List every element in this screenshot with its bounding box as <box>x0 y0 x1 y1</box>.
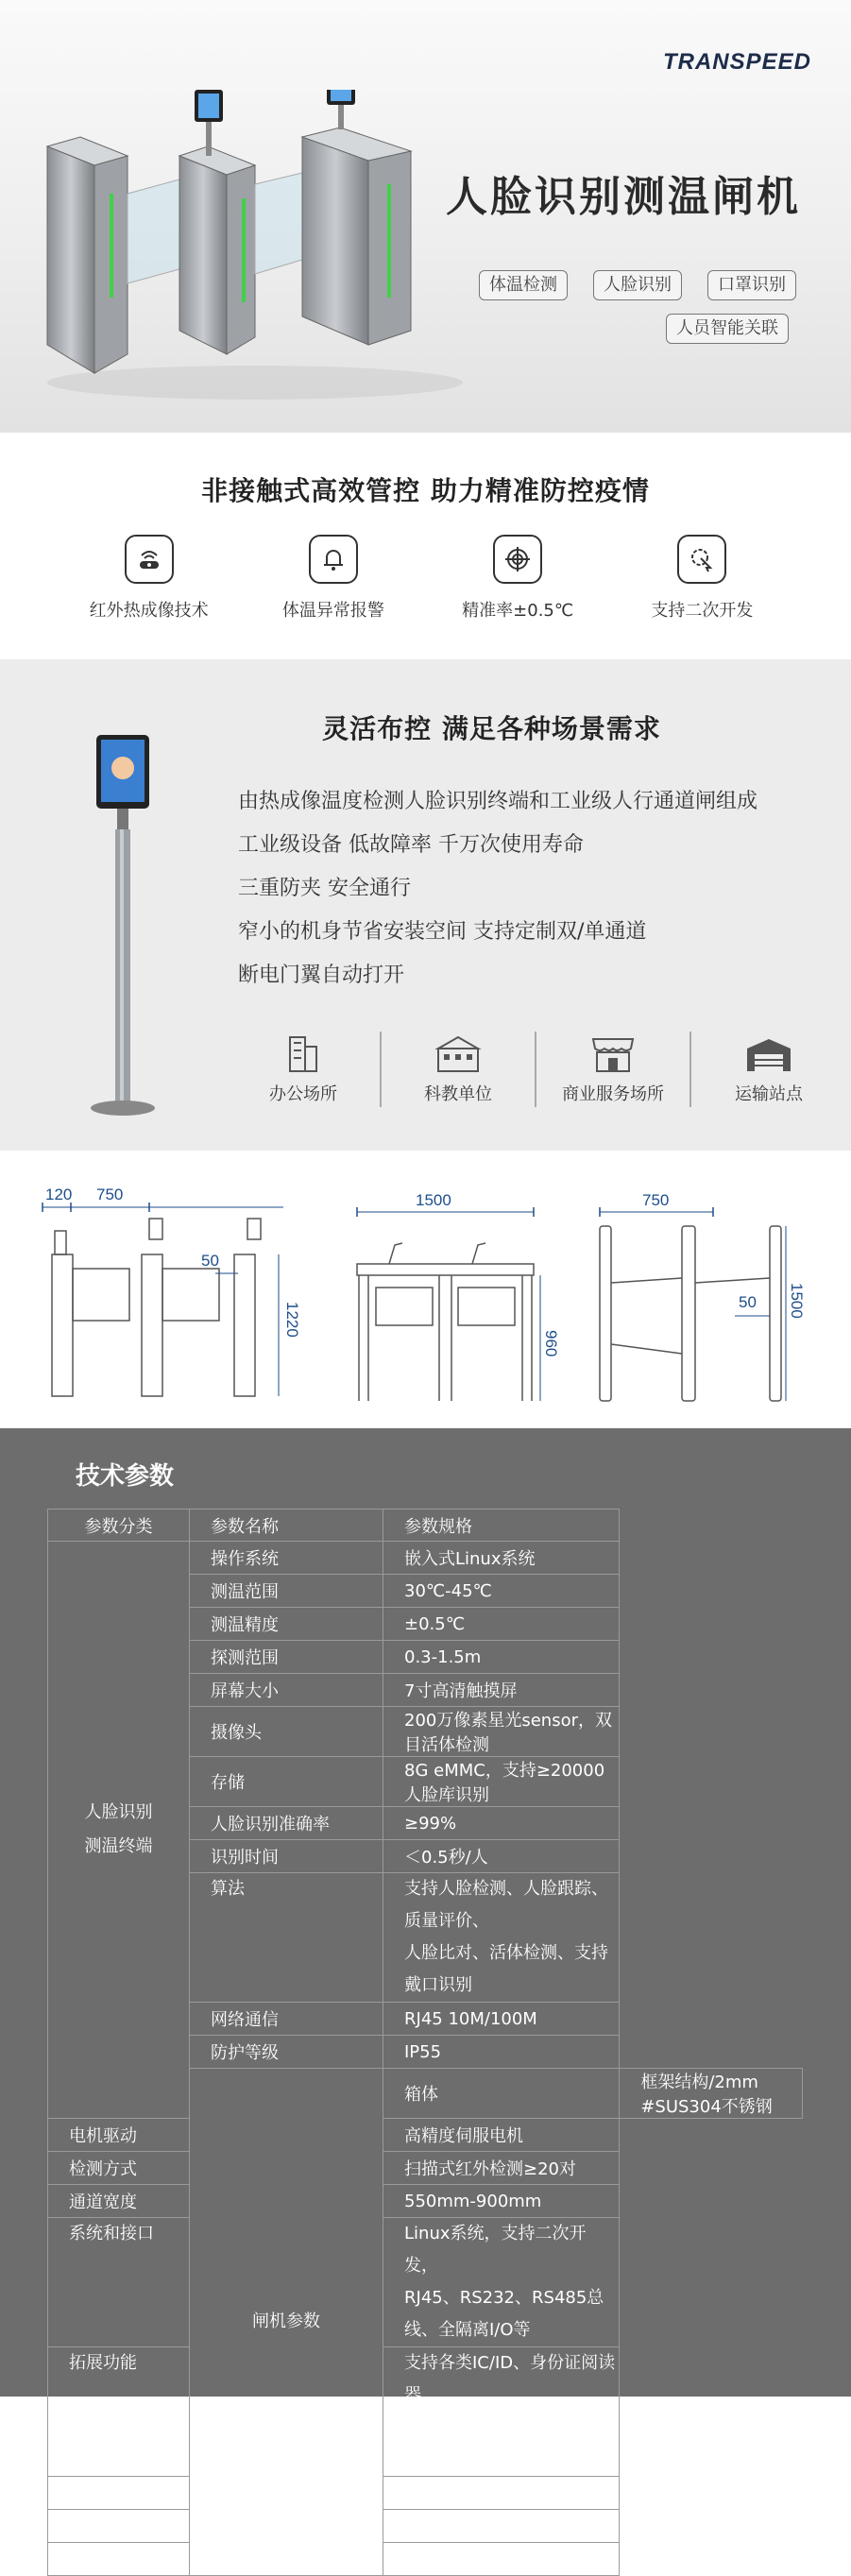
param-value: 框架结构/2mm #SUS304不锈钢 <box>620 2069 803 2119</box>
place-label: 商业服务场所 <box>562 1084 664 1104</box>
feature-thermal <box>64 535 234 622</box>
office-building-icon <box>227 1032 380 1073</box>
dim-front-120: 120 <box>45 1186 73 1203</box>
feature-alarm <box>248 535 418 622</box>
param-name: 拓展功能 <box>48 2347 190 2477</box>
param-value: IP55 <box>383 2036 620 2069</box>
param-name: 屏幕大小 <box>190 1674 383 1707</box>
param-name: 电源输入 <box>48 2510 190 2543</box>
dimension-svg <box>0 1151 851 1428</box>
station-icon <box>691 1032 846 1073</box>
param-value: 7寸高清触摸屏 <box>383 1674 620 1707</box>
category-label: 测温终端 <box>84 1836 153 1856</box>
dim-front-1220: 1220 <box>283 1302 301 1338</box>
param-name: 摄像头 <box>190 1707 383 1757</box>
place-list <box>227 1032 846 1107</box>
param-name: 通道宽度 <box>48 2185 190 2218</box>
param-name: 电机驱动 <box>48 2119 190 2152</box>
param-name: 操作系统 <box>190 1542 383 1575</box>
param-name: 测温精度 <box>190 1608 383 1641</box>
table-row <box>48 2543 803 2576</box>
place-station <box>691 1032 846 1107</box>
scene-line: 窄小的机身节省安装空间 支持定制双/单通道 <box>238 920 647 944</box>
tag-face-recognition: 人脸识别 <box>593 270 682 300</box>
develop-icon <box>677 535 726 584</box>
brand-logo: TRANSPEED <box>662 49 811 75</box>
tag-person-association: 人员智能关联 <box>666 314 789 344</box>
param-value: RJ45 10M/100M <box>383 2003 620 2036</box>
tag-temperature: 体温检测 <box>479 270 568 300</box>
param-value: 0.3-1.5m <box>383 1641 620 1674</box>
dim-top-750: 750 <box>642 1191 670 1209</box>
category-label: 人脸识别 <box>84 1802 153 1822</box>
dim-front-750: 750 <box>96 1186 124 1203</box>
table-row <box>48 2347 803 2477</box>
hero-title: 人脸识别测温闸机 <box>446 173 801 221</box>
param-name: 探测范围 <box>190 1641 383 1674</box>
dim-side-960: 960 <box>542 1330 560 1357</box>
bell-icon <box>309 535 358 584</box>
place-label: 科教单位 <box>424 1084 492 1104</box>
thermal-camera-icon <box>125 535 174 584</box>
param-value: 550mm-900mm <box>383 2185 620 2218</box>
dim-top-50: 50 <box>739 1293 757 1311</box>
place-label: 运输站点 <box>735 1084 803 1104</box>
param-name: 识别时间 <box>190 1840 383 1873</box>
feature-label: 精准率±0.5℃ <box>462 601 574 621</box>
param-name: 测温范围 <box>190 1575 383 1608</box>
param-value: 高精度伺服电机 <box>383 2119 620 2152</box>
feature-develop <box>617 535 787 622</box>
table-row <box>48 2119 803 2152</box>
param-name: 检测方式 <box>48 2152 190 2185</box>
param-value: 嵌入式Linux系统 <box>383 1542 620 1575</box>
param-value: ≥1000万次 <box>383 2477 620 2510</box>
table-row <box>48 2152 803 2185</box>
top-view-drawing <box>600 1207 786 1401</box>
side-view-drawing <box>357 1207 540 1401</box>
hero-banner <box>0 0 851 433</box>
scene-line: 三重防夹 安全通行 <box>238 877 411 900</box>
table-row <box>48 1542 803 1575</box>
param-name: 防护等级 <box>48 2543 190 2576</box>
table-header-row <box>48 1510 803 1542</box>
header-spec: 参数规格 <box>383 1510 620 1542</box>
param-name: 网络通信 <box>190 2003 383 2036</box>
param-value: 30℃-45℃ <box>383 1575 620 1608</box>
param-name: 系统和接口 <box>48 2218 190 2347</box>
table-row <box>48 2185 803 2218</box>
turnstile-gates-illustration <box>38 90 472 411</box>
specs-title: 技术参数 <box>76 1462 175 1491</box>
param-value <box>383 2218 620 2347</box>
place-label: 办公场所 <box>269 1084 337 1104</box>
header-category: 参数分类 <box>48 1510 190 1542</box>
feature-label: 体温异常报警 <box>281 601 384 621</box>
table-row <box>48 2218 803 2347</box>
features-title: 非接触式高效管控 助力精准防控疫情 <box>201 475 650 506</box>
front-view-drawing <box>43 1203 283 1396</box>
feature-label: 红外热成像技术 <box>89 601 209 621</box>
dim-front-50: 50 <box>201 1252 219 1270</box>
param-value-line: Linux系统，支持二次开发， <box>404 2224 587 2276</box>
place-school <box>382 1032 536 1107</box>
param-value-line: 人脸识别、指纹、二维码等外设接入 <box>404 2417 608 2469</box>
tag-mask-recognition: 口罩识别 <box>707 270 796 300</box>
param-value <box>383 1873 620 2003</box>
dimension-drawings <box>0 1151 851 1428</box>
param-value-line: 支持各类IC/ID、身份证阅读器、 <box>404 2353 616 2405</box>
param-name: 使用寿命 <box>48 2477 190 2510</box>
school-icon <box>382 1032 535 1073</box>
param-name: 箱体 <box>383 2069 620 2119</box>
feature-label: 支持二次开发 <box>651 601 754 621</box>
param-value: ±0.5℃ <box>383 1608 620 1641</box>
param-value: 200万像素星光sensor，双目活体检测 <box>383 1707 620 1757</box>
specs-table <box>47 1509 803 2576</box>
scene-section <box>0 659 851 1151</box>
table-row <box>48 2510 803 2543</box>
scene-title: 灵活布控 满足各种场景需求 <box>322 713 661 744</box>
feature-accuracy <box>433 535 603 622</box>
param-value: 扫描式红外检测≥20对 <box>383 2152 620 2185</box>
header-name: 参数名称 <box>190 1510 383 1542</box>
scene-line: 断电门翼自动打开 <box>238 964 405 987</box>
dim-top-1500: 1500 <box>788 1283 806 1319</box>
features-section <box>0 433 851 659</box>
param-value-line: 人脸比对、活体检测、支持戴口识别 <box>404 1943 608 1995</box>
category-terminal <box>48 1542 190 2119</box>
param-name: 防护等级 <box>190 2036 383 2069</box>
place-shop <box>536 1032 691 1107</box>
specs-section <box>0 1428 851 2570</box>
param-value: AC220V±10% 50HZ <box>383 2510 620 2543</box>
param-value: 8G eMMC，支持≥20000人脸库识别 <box>383 1757 620 1807</box>
param-value: IP54，室内或室外有雨棚 <box>383 2543 620 2576</box>
table-row <box>48 2477 803 2510</box>
scene-line: 由热成像温度检测人脸识别终端和工业级人行通道闸组成 <box>238 790 758 813</box>
param-name: 算法 <box>190 1873 383 2003</box>
param-value: ＜0.5秒/人 <box>383 1840 620 1873</box>
terminal-stand-illustration <box>76 735 170 1122</box>
shop-icon <box>536 1032 689 1073</box>
param-name: 存储 <box>190 1757 383 1807</box>
param-value-line: 支持人脸检测、人脸跟踪、质量评价、 <box>404 1879 608 1931</box>
param-value: ≥99% <box>383 1807 620 1840</box>
dim-side-1500: 1500 <box>416 1191 451 1209</box>
param-value <box>383 2347 620 2477</box>
param-value-line: RJ45、RS232、RS485总线、全隔离I/O等 <box>404 2288 604 2340</box>
category-gate: 闸机参数 <box>190 2069 383 2576</box>
place-office <box>227 1032 382 1107</box>
target-icon <box>493 535 542 584</box>
scene-description <box>238 780 757 998</box>
param-name: 人脸识别准确率 <box>190 1807 383 1840</box>
scene-line: 工业级设备 低故障率 千万次使用寿命 <box>238 833 584 857</box>
